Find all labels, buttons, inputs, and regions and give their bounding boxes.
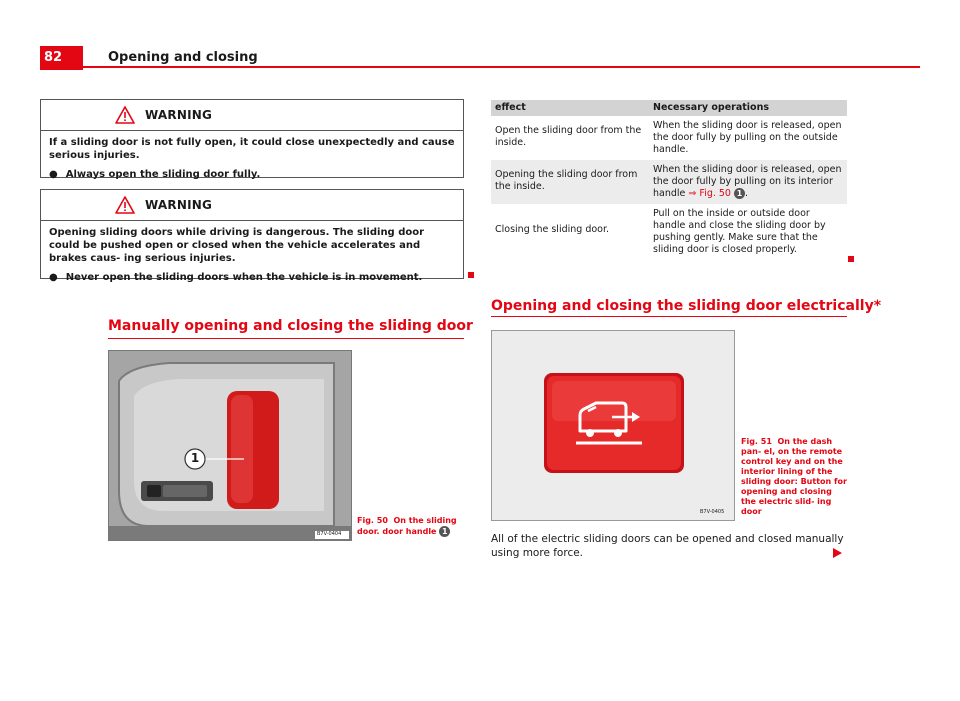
callout-ref: 1 <box>439 526 450 537</box>
warning-text: Opening sliding doors while driving is dangerous. The sliding door could be pushed open or closed when the vehicle accelerates and brakes caus- ing serious injuries. <box>49 227 425 264</box>
section-end-marker <box>468 272 474 278</box>
table-row <box>491 160 847 204</box>
warning-box <box>40 99 464 178</box>
section-rule <box>108 338 464 339</box>
figure-door-handle <box>108 350 352 541</box>
table-header: effect <box>491 100 649 116</box>
warning-bullet: ● Always open the sliding door fully. <box>49 169 261 180</box>
table-cell: Opening the sliding door from the inside. <box>491 160 649 204</box>
warning-box <box>40 189 464 283</box>
figure-link[interactable]: ⇒ Fig. 50 <box>688 188 731 199</box>
figure-caption: Fig. 51 On the dash pan- el, on the remote control key and on the interior lining of the sliding door: Button for opening and closing the electric slid- ing door <box>741 437 847 516</box>
continue-arrow-icon <box>833 548 842 558</box>
table-cell: When the sliding door is released, open the door fully by pulling on its interior handle ⇒ Fig. 50 1 . <box>649 160 847 204</box>
warning-heading: WARNING <box>145 198 213 212</box>
figure-sliding-door-button <box>491 330 735 521</box>
section-end-marker <box>848 256 854 262</box>
callout-ref: 1 <box>734 188 745 199</box>
table-cell: Pull on the inside or outside door handle and close the sliding door by pushing gently. Make sure that the sliding door is closed properly. <box>653 208 826 255</box>
section-title: Opening and closing the sliding door electrically* <box>491 298 882 314</box>
figure-code: B7V-0404 <box>317 531 342 537</box>
page-header-title: Opening and closing <box>108 50 258 65</box>
warning-heading: WARNING <box>145 108 213 122</box>
header-rule <box>83 66 920 68</box>
table-cell: Open the sliding door from the inside. <box>495 125 642 148</box>
section-title: Manually opening and closing the sliding door <box>108 318 473 334</box>
table-header: Necessary operations <box>649 100 847 116</box>
figure-caption: Fig. 50 On the sliding door. door handle 1 <box>357 516 457 536</box>
table-row <box>491 116 847 160</box>
warning-triangle-icon <box>115 196 135 214</box>
page-number: 82 <box>40 46 83 70</box>
table-cell: When the sliding door is released, open the door fully by pulling on the outside handle. <box>653 120 842 155</box>
table-header-row <box>491 100 847 116</box>
callout-label: 1 <box>190 451 200 465</box>
warning-header <box>41 190 463 221</box>
warning-triangle-icon <box>115 106 135 124</box>
body-paragraph: All of the electric sliding doors can be opened and closed manually using more force. <box>491 533 844 559</box>
sliding-door-button-illustration <box>492 331 734 520</box>
warning-header <box>41 100 463 131</box>
warning-text: If a sliding door is not fully open, it could close unexpectedly and cause serious injuries. <box>49 137 455 161</box>
section-rule <box>491 316 847 317</box>
door-handle-illustration <box>109 351 351 540</box>
operations-table <box>491 100 847 260</box>
table-row <box>491 204 847 260</box>
table-cell: Closing the sliding door. <box>495 224 610 235</box>
figure-code: B7V-0405 <box>700 509 725 515</box>
warning-bullet: ● Never open the sliding doors when the vehicle is in movement. <box>49 272 423 283</box>
